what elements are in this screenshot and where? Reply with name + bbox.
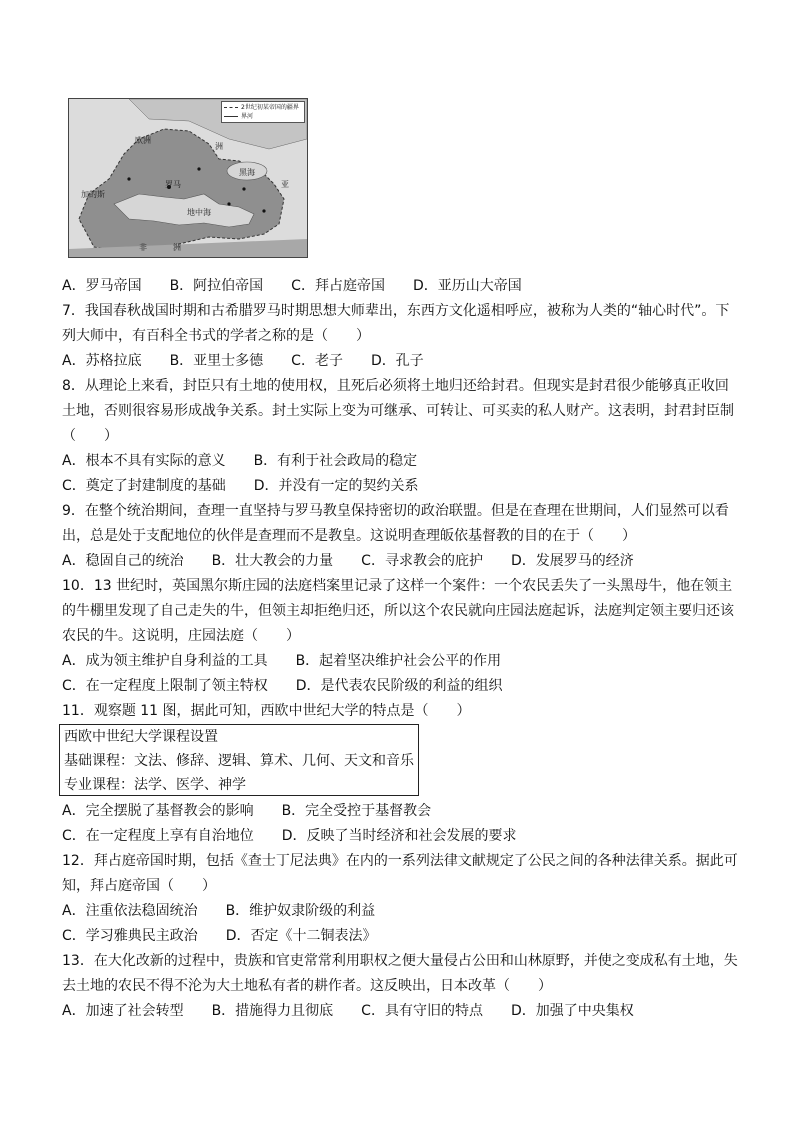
q11-options-ab: A．完全摆脱了基督教会的影响 B．完全受控于基督教会 [62,803,432,819]
q7-stem-1: 7．我国春秋战国时期和古希腊罗马时期思想大师辈出，东西方文化遥相呼应，被称为人类的“轴心时代”。下 [62,303,730,319]
q10-options-ab: A．成为领主维护自身利益的工具 B．起着坚决维护社会公平的作用 [62,653,502,669]
q8-stem-1: 8．从理论上来看，封臣只有土地的使用权，且死后必须将土地归还给封君。但现实是封君很少能够真正收回 [62,378,729,394]
map-label-cadiz: 加的斯 [81,190,105,199]
map-label-asia: 亚 [281,180,289,189]
q13-stem-1: 13．在大化改新的过程中，贵族和官吏常常利用职权之便大量侵占公田和山林原野，并使之变成私有土地，失 [62,953,738,969]
q8-stem-2: 土地，否则很容易形成战争关系。封土实际上变为可继承、可转让、可买卖的私人财产。这表明，封君封臣制 [62,403,734,419]
q7-options: A．苏格拉底 B．亚里士多德 C．老子 D．孔子 [62,353,424,369]
q12-stem-2: 知，拜占庭帝国（ ） [62,878,216,894]
legend-border-label: 2世纪初某帝国的疆界 [241,104,299,111]
map-figure [68,98,308,258]
box-title: 西欧中世纪大学课程设置 [64,729,218,745]
q12-options-ab: A．注重依法稳固统治 B．维护奴隶阶级的利益 [62,903,376,919]
q7-stem-2: 列大师中，有百科全书式的学者之称的是（ ） [62,328,370,344]
map-label-rome: 罗马 [165,180,181,189]
q13-stem-2: 去土地的农民不得不沦为大土地私有者的耕作者。这反映出，日本改革（ ） [62,978,552,994]
q8-options-ab: A．根本不具有实际的意义 B．有利于社会政局的稳定 [62,453,418,469]
q6-options: A．罗马帝国 B．阿拉伯帝国 C．拜占庭帝国 D．亚历山大帝国 [62,278,522,294]
q12-stem-1: 12．拜占庭帝国时期，包括《查士丁尼法典》在内的一系列法律文献规定了公民之间的各种法律关系。据此可 [62,853,738,869]
legend-river-label: 界河 [241,113,254,120]
map-label-africa-2: 洲 [173,243,181,252]
q8-stem-3: （ ） [62,428,118,444]
map-label-africa-1: 非 [139,243,147,252]
q8-options-cd: C．奠定了封建制度的基础 D．并没有一定的契约关系 [62,478,419,494]
q13-options: A．加速了社会转型 B．措施得力且彻底 C．具有守旧的特点 D．加强了中央集权 [62,1003,634,1019]
map-label-black-sea: 黑海 [239,168,255,177]
map-label-continent: 洲 [215,142,223,151]
map-label-europe: 欧洲 [135,136,151,145]
map-label-mediterranean: 地中海 [187,208,211,217]
q10-stem-3: 农民的牛。这说明，庄园法庭（ ） [62,628,300,644]
q9-stem-1: 9．在整个统治期间，查理一直坚持与罗马教皇保持密切的政治联盟。但是在查理在世期间，人们显然可以看 [62,503,729,519]
q12-options-cd: C．学习雅典民主政治 D．否定《十二铜表法》 [62,928,377,944]
box-professional-courses: 专业课程：法学、医学、神学 [64,777,246,793]
q10-stem-1: 10．13 世纪时，英国黑尔斯庄园的法庭档案里记录了这样一个案件：一个农民丢失了一头黑母牛，他在领主 [62,578,733,594]
box-basic-courses: 基础课程：文法、修辞、逻辑、算术、几何、天文和音乐 [64,753,414,769]
q11-options-cd: C．在一定程度上享有自治地位 D．反映了当时经济和社会发展的要求 [62,828,517,844]
q11-stem: 11．观察题 11 图，据此可知，西欧中世纪大学的特点是（ ） [62,703,471,719]
q10-options-cd: C．在一定程度上限制了领主特权 D．是代表农民阶级的利益的组织 [62,678,503,694]
q9-stem-2: 出，总是处于支配地位的伙伴是查理而不是教皇。这说明查理皈依基督教的目的在于（ ） [62,528,636,544]
q11-figure-box [59,724,419,796]
q9-options: A．稳固自己的统治 B．壮大教会的力量 C．寻求教会的庇护 D．发展罗马的经济 [62,553,634,569]
q10-stem-2: 的牛棚里发现了自己走失的牛，但领主却拒绝归还，所以这个农民就向庄园法庭起诉，法庭判定领主要归还该 [62,603,734,619]
map-legend [221,101,305,123]
